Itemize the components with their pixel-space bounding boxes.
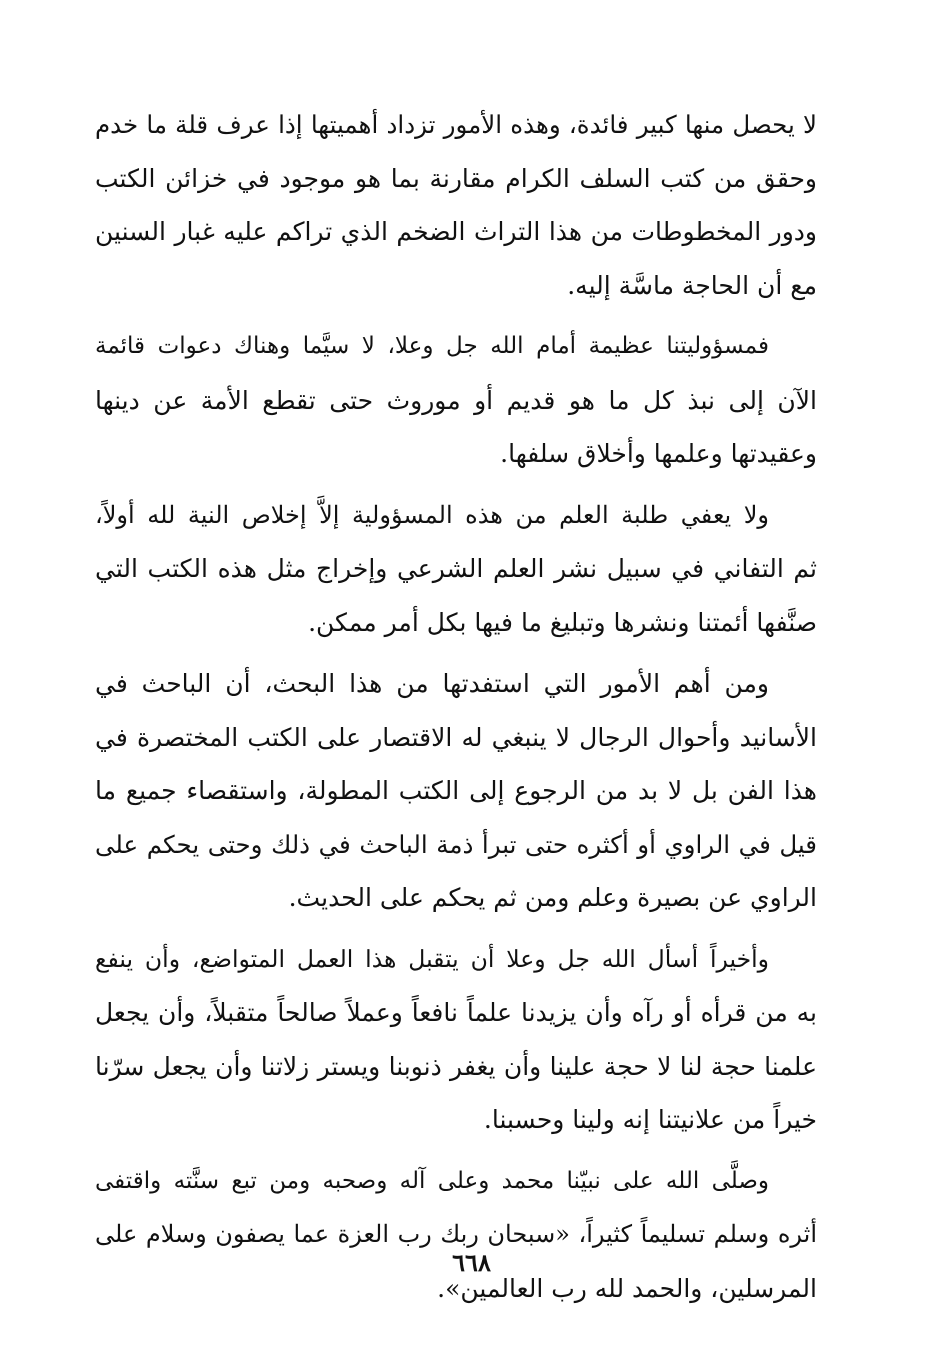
text-line: فمسؤوليتنا عظيمة أمام الله جل وعلا، لا سيَّما وهناك دعوات قائمة (95, 333, 769, 359)
text-line: المرسلين، والحمد لله رب العالمين». (437, 1273, 817, 1303)
text-line: لا يحصل منها كبير فائدة، وهذه الأمور تزداد أهميتها إذا عرف قلة ما خدم (95, 110, 817, 139)
page-number: ٦٦٨ (452, 1248, 491, 1277)
text-line: قيل في الراوي أو أكثره حتى تبرأ ذمة الباحث في ذلك وحتى يحكم على (95, 829, 817, 859)
text-line: أثره وسلم تسليماً كثيراً، «سبحان ربك رب العزة عما يصفون وسلام على (95, 1220, 817, 1248)
paragraph-6 (95, 1155, 817, 1316)
text-line: به من قرأه أو رآه وأن يزيدنا علماً نافعاً وعملاً صالحاً متقبلاً، وأن يجعل (95, 998, 817, 1027)
paragraph-4 (95, 657, 817, 925)
text-line: علمنا حجة لنا لا حجة علينا وأن يغفر ذنوبنا ويستر زلاتنا وأن يجعل سرّنا (95, 1051, 817, 1081)
text-line: وعقيدتها وعلمها وأخلاق سلفها. (500, 439, 817, 468)
paragraph-1 (95, 98, 817, 312)
paragraph-2 (95, 320, 817, 481)
text-line: الراوي عن بصيرة وعلم ومن ثم يحكم على الحديث. (288, 883, 817, 912)
text-line: الأسانيد وأحوال الرجال لا ينبغي له الاقتصار على الكتب المختصرة في (95, 722, 817, 752)
text-line: الآن إلى نبذ كل ما هو قديم أو موروث حتى تقطع الأمة عن دينها (95, 385, 817, 415)
text-line: وأخيراً أسأل الله جل وعلا أن يتقبل هذا العمل المتواضع، وأن ينفع (95, 944, 769, 973)
text-line: هذا الفن بل لا بد من الرجوع إلى الكتب المطولة، واستقصاء جميع ما (95, 776, 817, 805)
paragraph-3 (95, 489, 817, 650)
text-line: ولا يعفي طلبة العلم من هذه المسؤولية إلاَّ إخلاص النية لله أولاً، (95, 500, 769, 529)
text-line: خيراً من علانيتنا إنه ولينا وحسبنا. (483, 1105, 817, 1134)
text-line: وحقق من كتب السلف الكرام مقارنة بما هو موجود في خزائن الكتب (95, 163, 817, 193)
text-line: ومن أهم الأمور التي استفدتها من هذا البحث، أن الباحث في (95, 669, 769, 698)
text-line: وصلَّى الله على نبيّنا محمد وعلى آله وصحبه ومن تبع سنَّته واقتفى (95, 1167, 769, 1194)
text-line: ودور المخطوطات من هذا التراث الضخم الذي تراكم عليه غبار السنين (95, 217, 817, 246)
paragraph-5 (95, 933, 817, 1147)
text-line: مع أن الحاجة ماسَّة إليه. (567, 270, 817, 300)
body-text (95, 98, 817, 1323)
text-line: ثم التفاني في سبيل نشر العلم الشرعي وإخراج مثل هذه الكتب التي (95, 554, 817, 583)
text-line: صنَّفها أئمتنا ونشرها وتبليغ ما فيها بكل أمر ممكن. (308, 607, 817, 637)
